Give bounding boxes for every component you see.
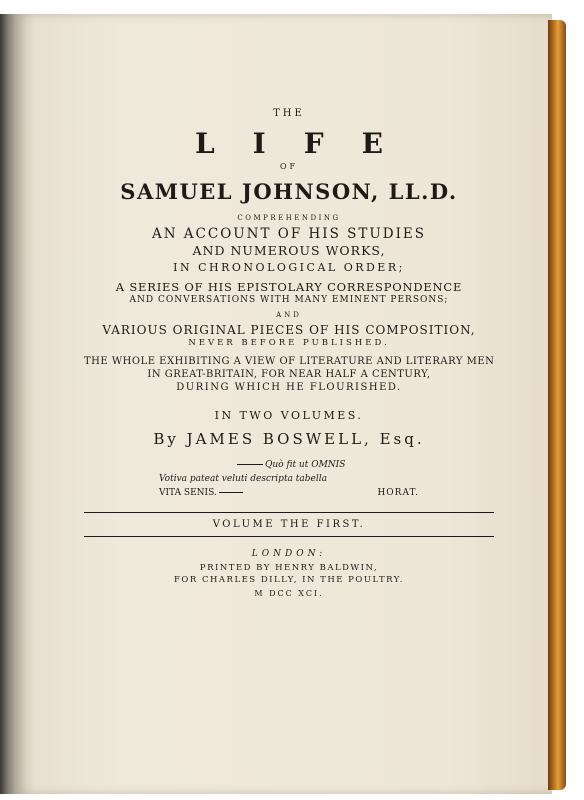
book bbox=[0, 14, 566, 794]
description-line-8: THE WHOLE EXHIBITING A VIEW OF LITERATURE AND LITERARY MEN bbox=[84, 356, 495, 367]
divider-top bbox=[84, 512, 494, 513]
description-line-7: NEVER BEFORE PUBLISHED. bbox=[188, 338, 390, 348]
epigraph-dash-end bbox=[219, 492, 243, 493]
title-subject-name: SAMUEL JOHNSON, LL.D. bbox=[120, 179, 458, 204]
book-spine-edge bbox=[548, 20, 566, 790]
and-label: AND bbox=[276, 311, 302, 319]
description-line-2: AND NUMEROUS WORKS, bbox=[192, 243, 386, 258]
author-line: By JAMES BOSWELL, Esq. bbox=[153, 430, 425, 448]
title-the: THE bbox=[273, 108, 305, 119]
imprint-date: M DCC XCI. bbox=[254, 589, 324, 598]
epigraph-dash bbox=[237, 464, 263, 465]
imprint-printer: PRINTED BY HENRY BALDWIN, bbox=[199, 563, 379, 573]
title-page bbox=[14, 14, 552, 794]
epigraph-line-3: VITA SENIS. bbox=[159, 488, 217, 498]
imprint-publisher: FOR CHARLES DILLY, IN THE POULTRY. bbox=[174, 575, 404, 585]
description-line-4: A SERIES OF HIS EPISTOLARY CORRESPONDENCE bbox=[115, 280, 463, 294]
description-line-1: AN ACCOUNT OF HIS STUDIES bbox=[151, 226, 427, 242]
description-line-3: IN CHRONOLOGICAL ORDER; bbox=[173, 261, 405, 274]
divider-bottom bbox=[84, 536, 494, 537]
title-life: LIFE bbox=[194, 127, 421, 160]
imprint-place: LONDON: bbox=[251, 549, 327, 559]
description-line-10: DURING WHICH HE FLOURISHED. bbox=[176, 382, 402, 393]
volume-label: VOLUME THE FIRST. bbox=[212, 519, 366, 530]
comprehending-label: COMPREHENDING bbox=[237, 214, 341, 222]
epigraph-line-1: Quò fit ut OMNIS bbox=[265, 460, 346, 470]
volumes-note: IN TWO VOLUMES. bbox=[214, 409, 364, 422]
description-line-6: VARIOUS ORIGINAL PIECES OF HIS COMPOSITION, bbox=[102, 323, 476, 337]
epigraph bbox=[159, 458, 419, 500]
epigraph-line-2: Votiva pateat veluti descripta tabella bbox=[159, 474, 327, 484]
title-of: OF bbox=[279, 162, 299, 171]
title-page-text bbox=[84, 108, 494, 598]
description-line-5: AND CONVERSATIONS WITH MANY EMINENT PERSONS; bbox=[129, 295, 449, 305]
description-line-9: IN GREAT-BRITAIN, FOR NEAR HALF A CENTURY, bbox=[147, 369, 431, 380]
epigraph-source: HORAT. bbox=[377, 488, 419, 498]
